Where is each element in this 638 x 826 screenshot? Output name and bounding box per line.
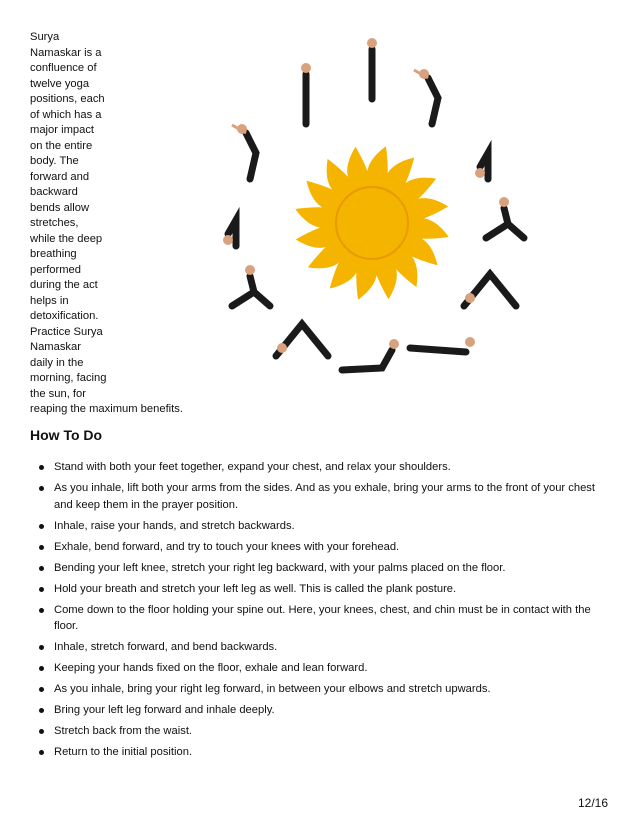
yoga-pose-figure (464, 274, 516, 306)
step-item: Bending your left knee, stretch your right leg backward, with your palms placed on the floor. (30, 560, 600, 577)
step-item: Bring your left leg forward and inhale deeply. (30, 702, 600, 719)
intro-line: major impact (30, 124, 95, 136)
intro-line: Practice Surya (30, 325, 103, 338)
yoga-pose-figure (232, 265, 270, 306)
intro-line: Surya (30, 31, 60, 43)
intro-line: backward (30, 186, 78, 198)
section-heading: How To Do (30, 427, 103, 443)
intro-paragraph (30, 30, 183, 418)
intro-line: stretches, (30, 217, 79, 229)
intro-line: the sun, for (30, 387, 86, 400)
intro-line: confluence of (30, 62, 97, 74)
intro-line: during the act (30, 279, 98, 291)
yoga-pose-figure (232, 124, 256, 179)
page-number: 12/16 (577, 796, 608, 810)
step-item: Hold your breath and stretch your left leg as well. This is called the plank posture. (30, 581, 600, 598)
yoga-pose-figure (414, 69, 438, 124)
yoga-pose-figure (276, 324, 328, 356)
sun-core (336, 187, 408, 259)
intro-line: detoxification. (30, 310, 99, 322)
intro-line: daily in the (30, 356, 84, 369)
intro-line: while the deep (30, 232, 103, 245)
intro-line: morning, facing (30, 372, 107, 384)
step-item: Inhale, raise your hands, and stretch backwards. (30, 518, 600, 535)
step-item: Keeping your hands fixed on the floor, exhale and lean forward. (30, 660, 600, 677)
yoga-pose-figure (367, 38, 377, 99)
step-item: Stretch back from the waist. (30, 723, 600, 740)
step-item: As you inhale, lift both your arms from the sides. And as you exhale, bring your arms to the front of your chest and keep them in the prayer position. (30, 480, 600, 513)
step-item: Come down to the floor holding your spine out. Here, your knees, chest, and chin must be in contact with the floor. (30, 602, 600, 635)
surya-namaskar-illustration (190, 38, 550, 378)
intro-line: body. The (30, 155, 79, 167)
intro-line: on the entire (30, 139, 93, 152)
step-item: Exhale, bend forward, and try to touch your knees with your forehead. (30, 539, 600, 556)
intro-line: performed (30, 263, 81, 276)
yoga-pose-figure (410, 337, 475, 352)
yoga-pose-figure (223, 220, 236, 246)
yoga-pose-figure (486, 197, 524, 238)
intro-line: Namaskar is a (30, 46, 102, 59)
step-item: Stand with both your feet together, expand your chest, and relax your shoulders. (30, 459, 600, 476)
steps-list (30, 459, 600, 765)
intro-line: of which has a (30, 108, 102, 121)
intro-line: bends allow (30, 201, 90, 214)
intro-line: reaping the maximum benefits. (30, 403, 183, 415)
step-item: As you inhale, bring your right leg forward, in between your elbows and stretch upwards. (30, 681, 600, 698)
intro-line: positions, each (30, 93, 105, 105)
step-item: Return to the initial position. (30, 744, 600, 761)
yoga-pose-figure (301, 63, 311, 124)
intro-line: forward and (30, 170, 90, 183)
intro-line: Namaskar (30, 341, 81, 353)
yoga-pose-figure (475, 153, 488, 179)
intro-line: helps in (30, 294, 69, 307)
sun-graphic (295, 146, 448, 299)
intro-line: breathing (30, 248, 77, 260)
step-item: Inhale, stretch forward, and bend backwards. (30, 639, 600, 656)
yoga-pose-figure (342, 339, 399, 370)
intro-line: twelve yoga (30, 77, 90, 90)
